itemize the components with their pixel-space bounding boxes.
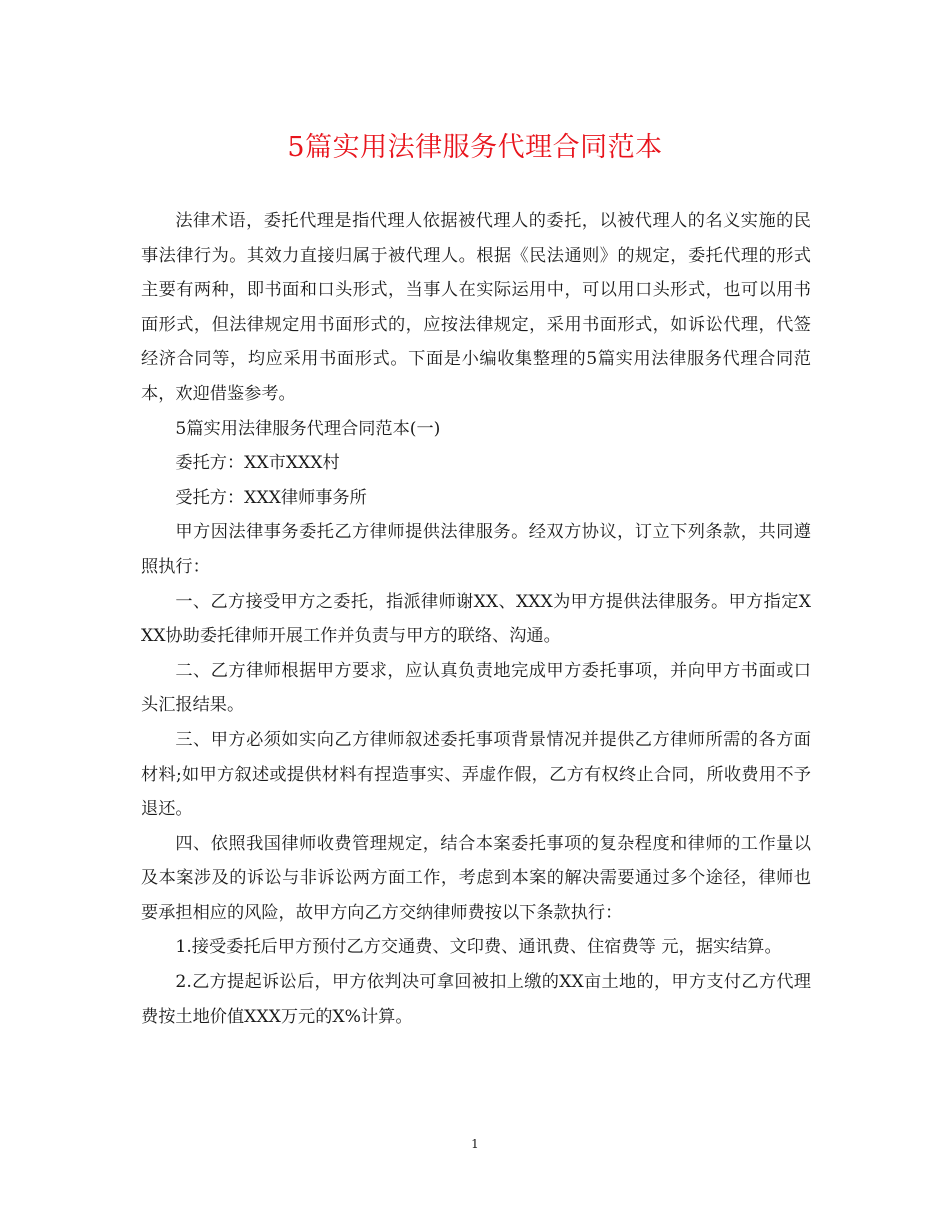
paragraph-item-2: 2.乙方提起诉讼后，甲方依判决可拿回被扣上缴的XX亩土地的，甲方支付乙方代理费按土地价值XXX万元的X%计算。 <box>141 972 811 1027</box>
paragraph-agent: 受托方：XXX律师事务所 <box>175 487 367 508</box>
document-title: 5篇实用法律服务代理合同范本 <box>287 132 663 163</box>
document-body <box>141 204 811 1034</box>
paragraph-item-1: 1.接受委托后甲方预付乙方交通费、文印费、通讯费、住宿费等 元，据实结算。 <box>175 937 782 958</box>
page-number: 1 <box>471 1137 479 1151</box>
paragraph-preamble: 甲方因法律事务委托乙方律师提供法律服务。经双方协议，订立下列条款，共同遵照执行： <box>141 522 811 577</box>
paragraph-clause-2: 二、乙方律师根据甲方要求，应认真负责地完成甲方委托事项，并向甲方书面或口头汇报结果。 <box>141 660 811 716</box>
paragraph-intro: 法律术语，委托代理是指代理人依据被代理人的委托，以被代理人的名义实施的民事法律行为。其效力直接归属于被代理人。根据《民法通则》的规定，委托代理的形式主要有两种，即书面和口头形式，当事人在实际运用中，可以用口头形式，也可以用书面形式，但法律规定用书面形式的，应按法律规定，采用书面形式，如诉讼代理，代签经济合同等，均应采用书面形式。下面是小编收集整理的5篇实用法律服务代理合同范本，欢迎借鉴参考。 <box>141 211 811 404</box>
paragraph-section-heading: 5篇实用法律服务代理合同范本(一) <box>175 418 441 439</box>
paragraph-client: 委托方：XX市XXX村 <box>175 453 340 474</box>
paragraph-clause-1: 一、乙方接受甲方之委托，指派律师谢XX、XXX为甲方提供法律服务。甲方指定XXX协助委托律师开展工作并负责与甲方的联络、沟通。 <box>141 591 811 647</box>
paragraph-clause-4: 四、依照我国律师收费管理规定，结合本案委托事项的复杂程度和律师的工作量以及本案涉及的诉讼与非诉讼两方面工作，考虑到本案的解决需要通过多个途径，律师也要承担相应的风险，故甲方向乙方交纳律师费按以下条款执行： <box>141 833 811 923</box>
paragraph-clause-3: 三、甲方必须如实向乙方律师叙述委托事项背景情况并提供乙方律师所需的各方面材料;如甲方叙述或提供材料有捏造事实、弄虚作假，乙方有权终止合同，所收费用不予退还。 <box>141 729 811 820</box>
